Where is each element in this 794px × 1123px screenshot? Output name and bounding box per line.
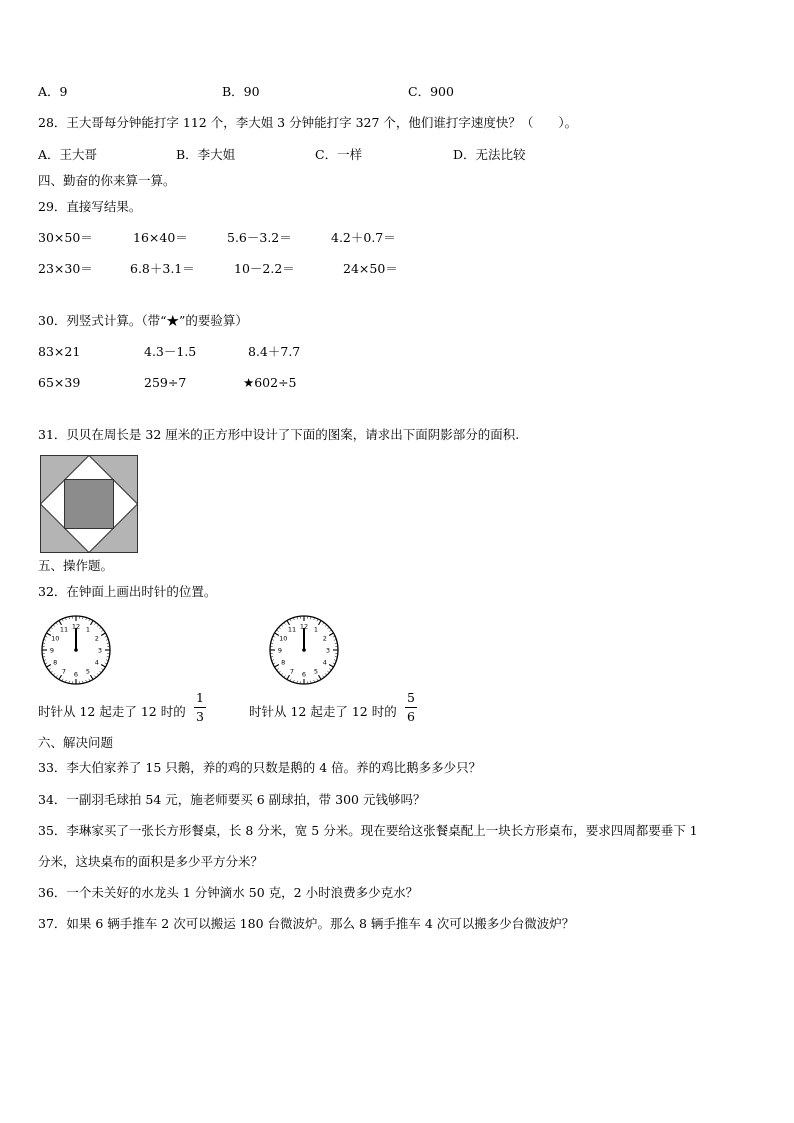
q32-title: 32．在钟面上画出时针的位置。 xyxy=(38,584,217,599)
q29-item: 24×50＝ xyxy=(343,261,398,276)
q29-item: 10－2.2＝ xyxy=(234,261,295,276)
clock-number: 12 xyxy=(299,622,309,631)
clock-number: 12 xyxy=(71,622,81,631)
clock-number: 7 xyxy=(289,667,295,676)
q35-question-line1: 35．李琳家买了一张长方形餐桌，长 8 分米，宽 5 分米。现在要给这张餐桌配上一块长方形桌布，要求四周都要垂下 1 xyxy=(38,823,698,838)
q28-option-b: B．李大姐 xyxy=(176,147,236,162)
clock-number: 11 xyxy=(287,625,297,634)
q36-question: 36．一个未关好的水龙头 1 分钟滴水 50 克，2 小时浪费多少克水？ xyxy=(38,885,419,900)
fraction-denominator: 6 xyxy=(407,709,415,724)
q28-question: 28．王大哥每分钟能打字 112 个，李大姐 3 分钟能打字 327 个，他们谁打字速度快？（ ）。 xyxy=(38,115,578,130)
q29-item: 23×30＝ xyxy=(38,261,93,276)
q29-item: 6.8＋3.1＝ xyxy=(130,261,195,276)
clock-number: 6 xyxy=(301,670,307,679)
q31-question: 31．贝贝在周长是 32 厘米的正方形中设计了下面的图案，请求出下面阴影部分的面积. xyxy=(38,427,520,442)
q32-caption-left: 时针从 12 起走了 12 时的 xyxy=(38,704,186,719)
q28-option-a: A．王大哥 xyxy=(38,147,98,162)
clock-number: 10 xyxy=(51,634,60,643)
section-4-heading: 四、勤奋的你来算一算。 xyxy=(38,173,176,188)
clock-number: 2 xyxy=(94,634,99,643)
q34-question: 34．一副羽毛球拍 54 元，施老师要买 6 副球拍，带 300 元钱够吗？ xyxy=(38,792,426,807)
q27-option-c: C．900 xyxy=(408,84,454,99)
clock-center-pin xyxy=(74,648,78,652)
q30-item: 83×21 xyxy=(38,344,81,359)
q29-item: 5.6－3.2＝ xyxy=(227,230,292,245)
clock-number: 6 xyxy=(73,670,79,679)
q28-option-c: C．一样 xyxy=(315,147,363,162)
q30-title: 30．列竖式计算。（带“★”的要验算） xyxy=(38,313,248,328)
q27-option-b: B．90 xyxy=(222,84,260,99)
q28-option-d: D．无法比较 xyxy=(453,147,526,162)
clock-number: 8 xyxy=(53,658,58,667)
clock-number: 11 xyxy=(59,625,69,634)
clock-number: 1 xyxy=(313,625,319,634)
q29-item: 30×50＝ xyxy=(38,230,93,245)
clock-number: 9 xyxy=(277,646,283,655)
q30-item: ★602÷5 xyxy=(243,375,297,390)
q30-item: 4.3－1.5 xyxy=(144,344,197,359)
q27-option-a: A．9 xyxy=(38,84,68,99)
q33-question: 33．李大伯家养了 15 只鹅，养的鸡的只数是鹅的 4 倍。养的鸡比鹅多多少只？ xyxy=(38,760,482,775)
clock-number: 9 xyxy=(49,646,55,655)
square-pattern-figure xyxy=(40,455,139,554)
section-6-heading: 六、解决问题 xyxy=(38,735,114,750)
fraction-denominator: 3 xyxy=(196,709,204,724)
clock-face-left[interactable] xyxy=(40,614,112,686)
clock-face-right[interactable] xyxy=(268,614,340,686)
section-5-heading: 五、操作题。 xyxy=(38,558,114,573)
fraction-numerator: 5 xyxy=(407,690,415,705)
q29-item: 4.2＋0.7＝ xyxy=(331,230,396,245)
clock-number: 7 xyxy=(61,667,67,676)
clock-number: 3 xyxy=(97,646,103,655)
q37-question: 37．如果 6 辆手推车 2 次可以搬运 180 台微波炉。那么 8 辆手推车 4 次可以搬多少台微波炉？ xyxy=(38,916,575,931)
clock-number: 1 xyxy=(85,625,91,634)
clock-number: 10 xyxy=(279,634,288,643)
q32-caption-right: 时针从 12 起走了 12 时的 xyxy=(249,704,397,719)
clock-number: 5 xyxy=(85,667,91,676)
q30-item: 65×39 xyxy=(38,375,81,390)
q30-item: 8.4＋7.7 xyxy=(248,344,301,359)
clock-number: 4 xyxy=(94,658,99,667)
clock-center-pin xyxy=(302,648,306,652)
clock-number: 4 xyxy=(322,658,327,667)
fraction-numerator: 1 xyxy=(196,690,204,705)
q29-item: 16×40＝ xyxy=(133,230,188,245)
q29-title: 29．直接写结果。 xyxy=(38,199,142,214)
clock-number: 2 xyxy=(322,634,327,643)
clock-number: 3 xyxy=(325,646,331,655)
q30-item: 259÷7 xyxy=(144,375,187,390)
clock-number: 5 xyxy=(313,667,319,676)
q35-question-line2: 分米，这块桌布的面积是多少平方分米？ xyxy=(38,854,264,869)
clock-number: 8 xyxy=(281,658,286,667)
